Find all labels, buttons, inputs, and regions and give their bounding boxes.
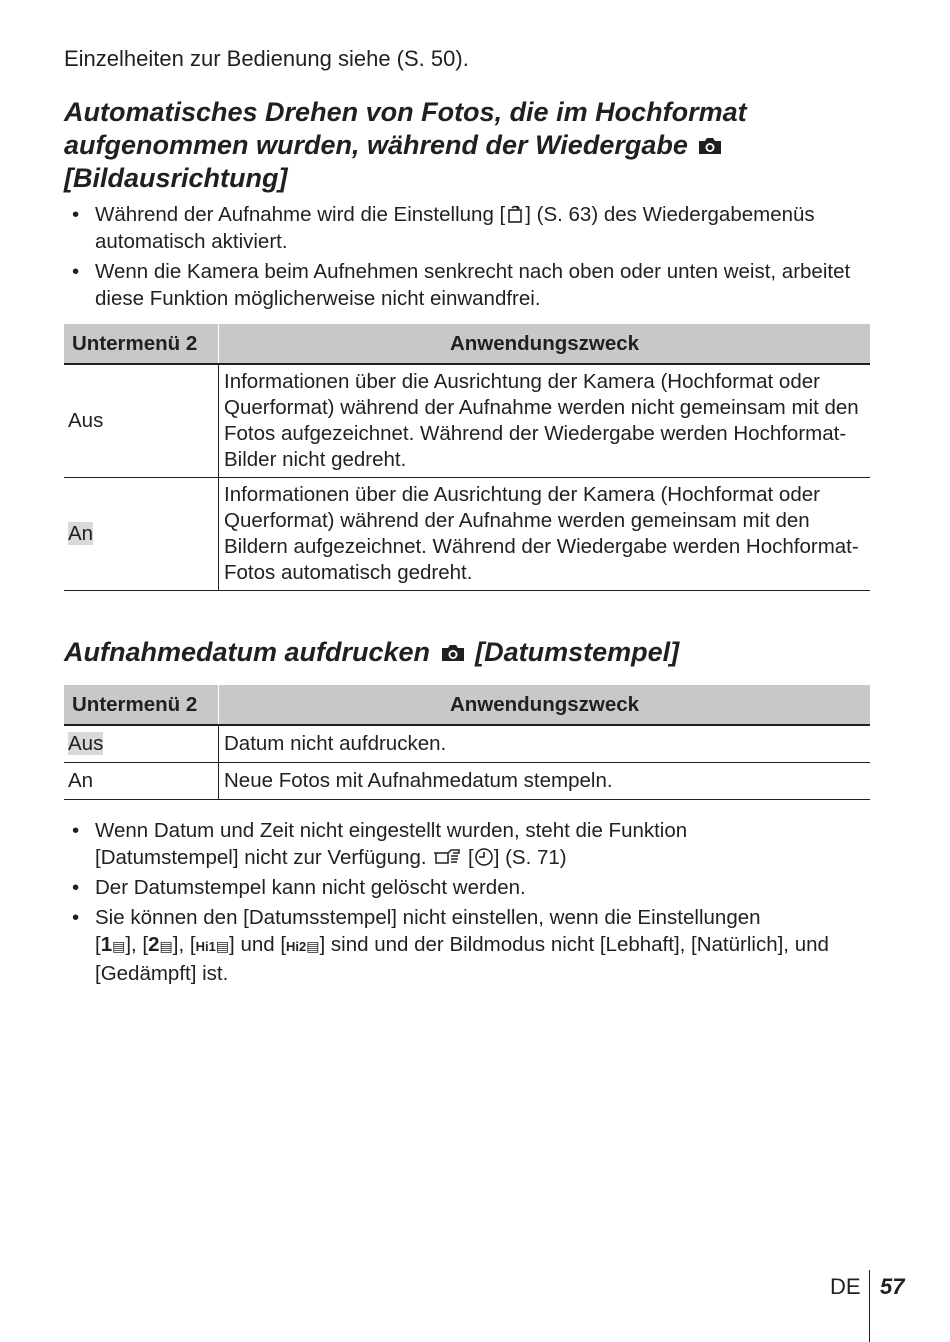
rotate-icon (505, 204, 525, 224)
heading-menu-name: [Bildausrichtung] (64, 163, 288, 193)
heading-text: Aufnahmedatum aufdrucken (64, 637, 431, 667)
list-item: • Wenn die Kamera beim Aufnehmen senkrecht nach oben oder unten weist, arbeitet diese Funktion möglicherweise nicht einwandfrei. (64, 258, 874, 312)
table-row (64, 364, 870, 478)
heading-text: Automatisches Drehen von Fotos, die im Hochformat aufgenommen wurden, während der Wiedergabe (64, 97, 747, 160)
description-cell: Datum nicht aufdrucken. (219, 725, 871, 763)
table-row (64, 478, 870, 591)
option-cell: Aus (64, 364, 219, 478)
reference-hand-icon (432, 847, 462, 867)
intro-text: Einzelheiten zur Bedienung siehe (S. 50). (64, 46, 469, 71)
section-heading-datumstempel (64, 636, 884, 669)
default-option: Aus (68, 732, 104, 755)
section-heading-bildausrichtung (64, 96, 884, 195)
table-datumstempel (64, 685, 870, 800)
drive-mode-2-icon: 2 (148, 933, 160, 956)
column-header: Untermenü 2 (64, 324, 219, 364)
table-bildausrichtung (64, 324, 870, 591)
list-item: • Wenn Datum und Zeit nicht eingestellt wurden, steht die Funktion [Datumstempel] nicht zur Verfügung. [ ] (S. 71) (64, 817, 874, 871)
camera-icon (697, 136, 723, 156)
drive-mode-hi1-icon: Hi1 (195, 939, 216, 954)
list-item: • Während der Aufnahme wird die Einstellung [ ] (S. 63) des Wiedergabemenüs automatisch aktiviert. (64, 201, 874, 255)
table-row (64, 763, 870, 800)
option-cell (64, 478, 219, 591)
list-item: • Sie können den [Datumsstempel] nicht einstellen, wenn die Einstellungen [1▤], [2▤], [Hi1▤] und [Hi2▤] sind und der Bildmodus nicht [Lebhaft], [Natürlich], und [Gedämpft] ist. (64, 904, 874, 987)
description-cell: Neue Fotos mit Aufnahmedatum stempeln. (219, 763, 871, 800)
page-number: 57 (880, 1274, 905, 1299)
drive-mode-hi2-icon: Hi2 (286, 939, 307, 954)
column-header: Anwendungszweck (219, 685, 871, 725)
drive-mode-1-icon: 1 (100, 933, 113, 956)
footer-language: DE (830, 1274, 861, 1299)
option-cell (64, 725, 219, 763)
description-cell: Informationen über die Ausrichtung der Kamera (Hochformat oder Querformat) während der Aufnahme werden nicht gemeinsam mit den Fotos aufgezeichnet. Während der Wiedergabe werden Hochformat-Bilder nicht gedreht. (219, 364, 871, 478)
column-header: Anwendungszweck (219, 324, 871, 364)
list-item: • Der Datumstempel kann nicht gelöscht werden. (64, 874, 874, 901)
clock-icon (474, 847, 494, 867)
default-option: An (68, 522, 94, 545)
column-header: Untermenü 2 (64, 685, 219, 725)
camera-icon (440, 643, 466, 663)
table-row (64, 725, 870, 763)
option-cell: An (64, 763, 219, 800)
bullet-list-2 (64, 817, 874, 990)
footer-divider (869, 1270, 870, 1342)
bullet-list-1 (64, 201, 874, 315)
heading-menu-name: [Datumstempel] (475, 637, 680, 667)
description-cell: Informationen über die Ausrichtung der Kamera (Hochformat oder Querformat) während der Aufnahme werden gemeinsam mit den Bildern aufgezeichnet. Während der Wiedergabe werden Hochformat-Fotos automatisch gedreht. (219, 478, 871, 591)
